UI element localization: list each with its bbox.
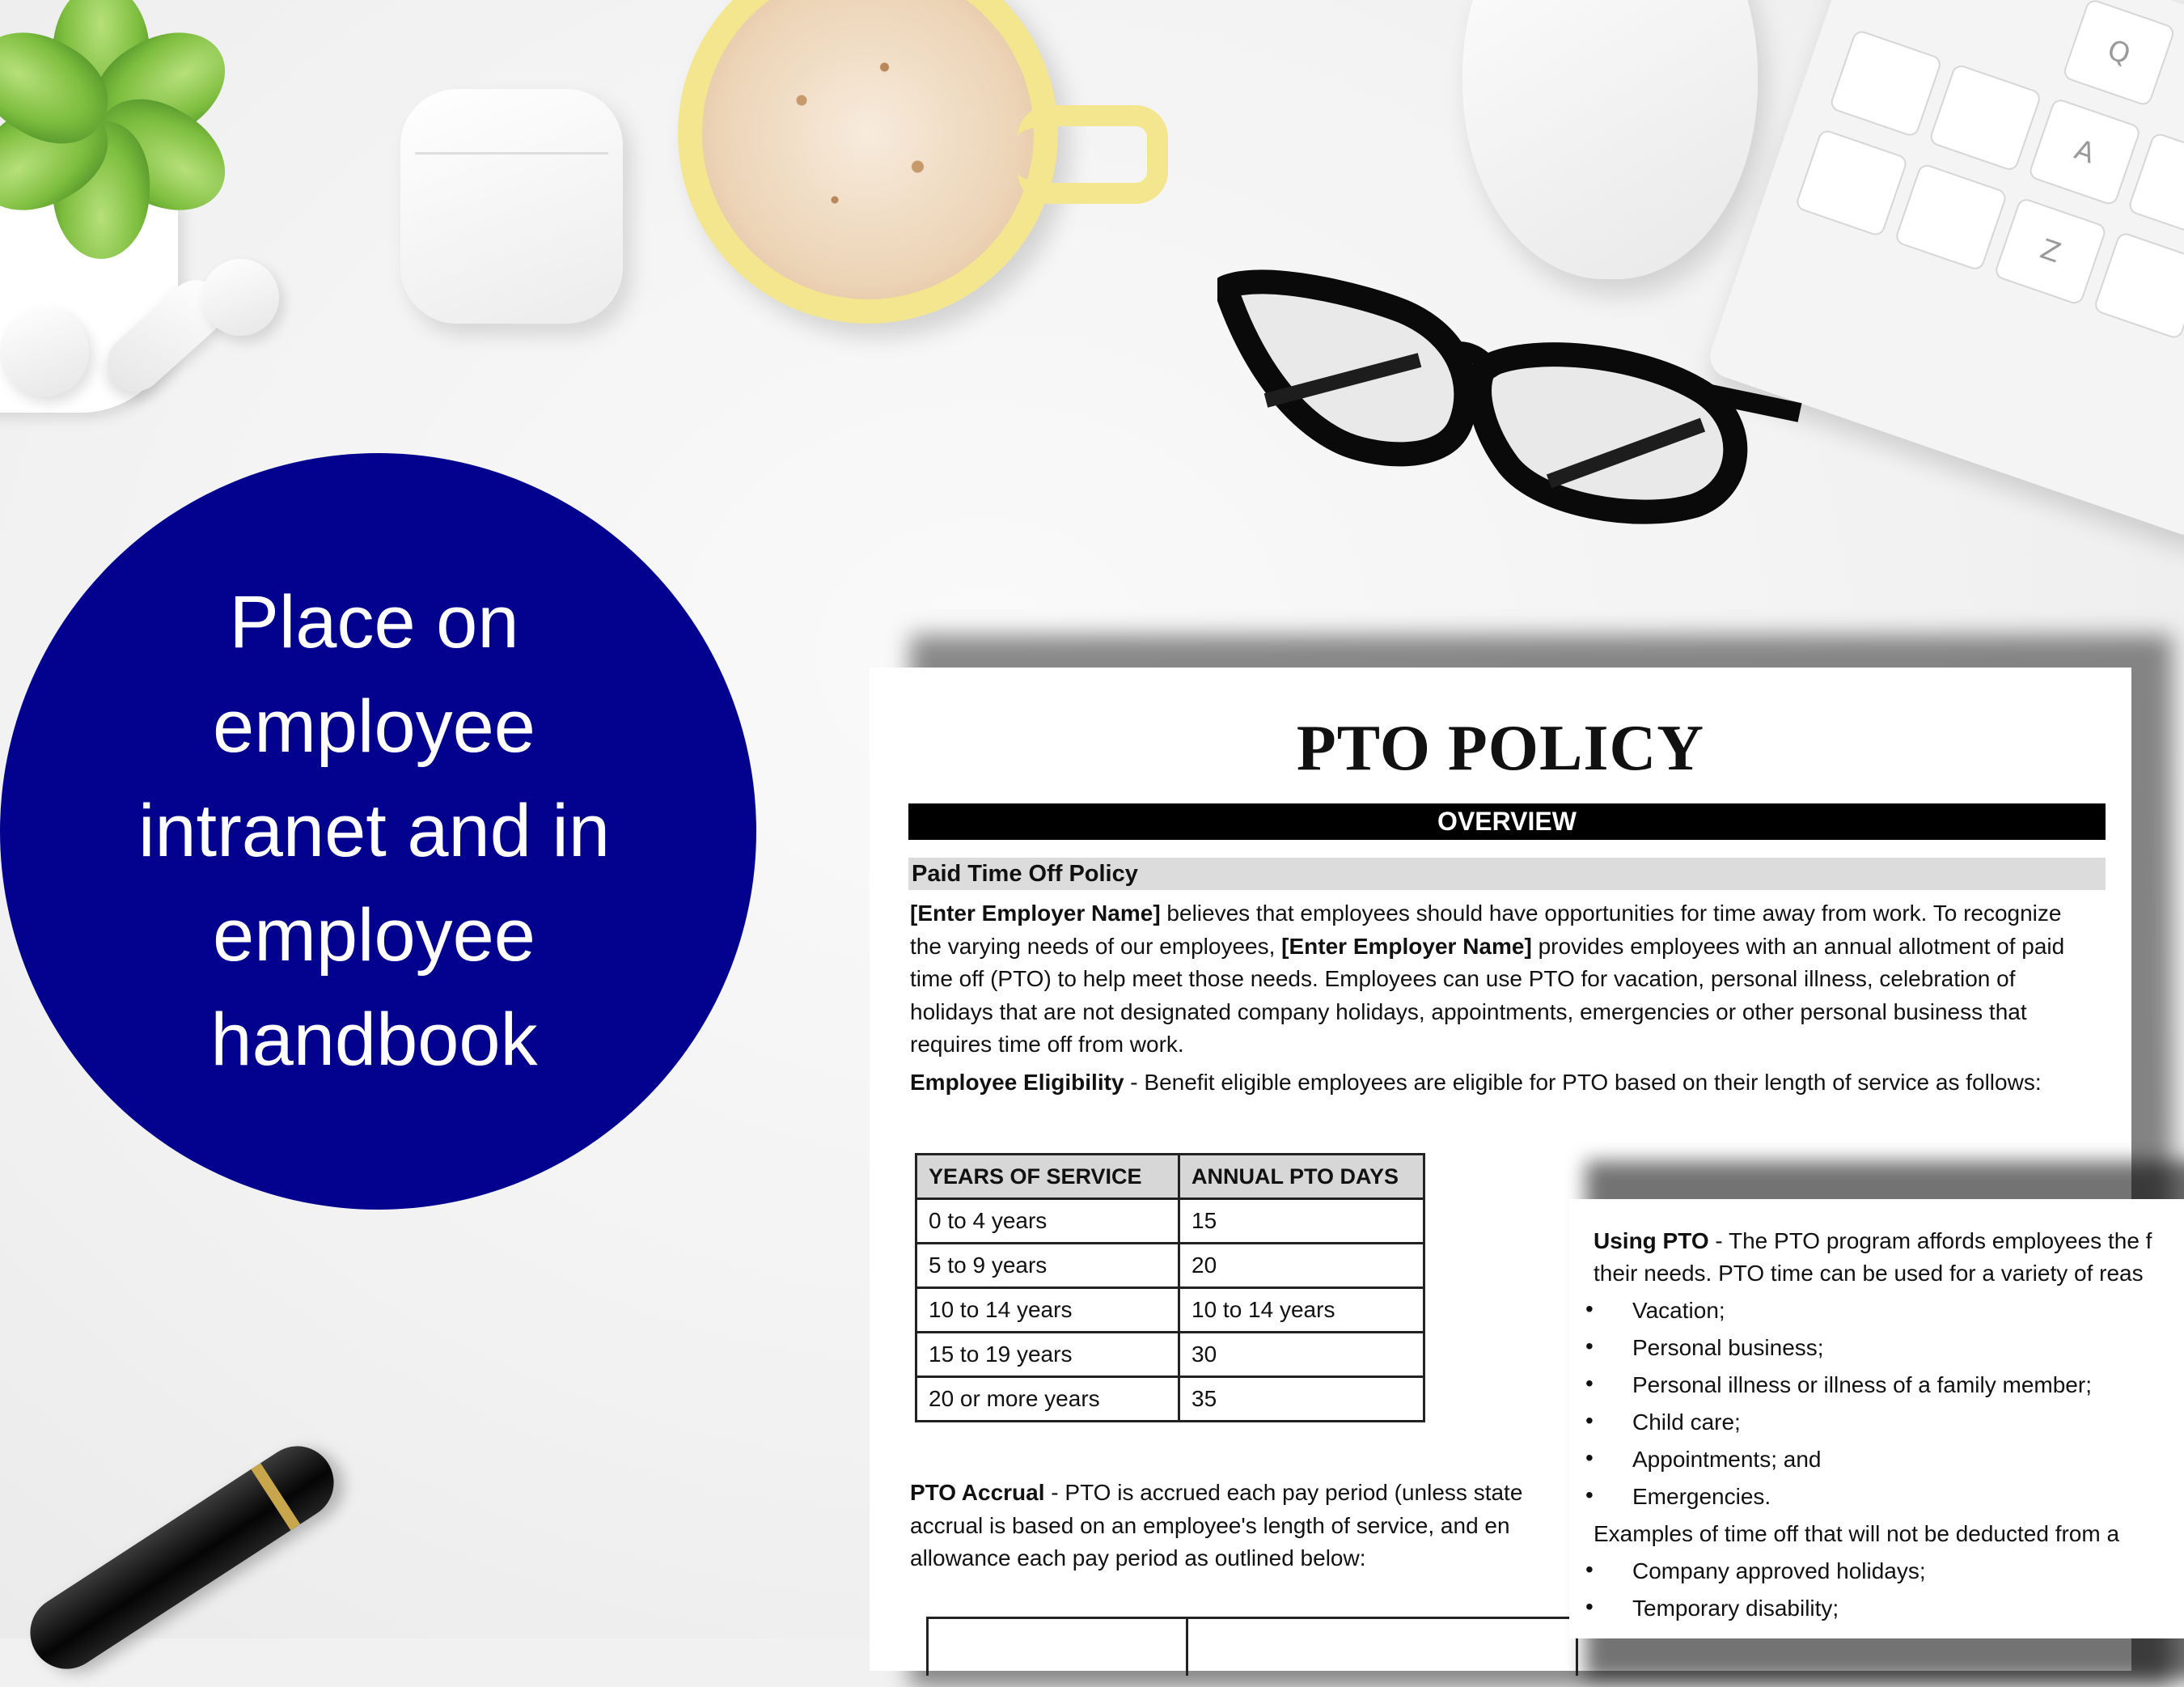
accrual-text: accrual is based on an employee's length of service, and en — [910, 1512, 1510, 1538]
subsection-header: Paid Time Off Policy — [908, 858, 2106, 890]
table-cell: 20 or more years — [916, 1377, 1179, 1422]
table-header-days: ANNUAL PTO DAYS — [1179, 1155, 1424, 1199]
list-item: • Vacation; — [1632, 1298, 1725, 1324]
callout-text: Place on employee intranet and in employee handbook — [138, 581, 611, 1081]
eligibility-label: Employee Eligibility — [910, 1070, 1124, 1095]
table-row — [916, 1288, 1424, 1333]
employer-name-placeholder: [Enter Employer Name] — [1281, 933, 1532, 959]
table-header-row — [916, 1155, 1424, 1199]
list-item: • Appointments; and — [1632, 1447, 1822, 1473]
accrual-label: PTO Accrual — [910, 1480, 1045, 1505]
keyboard-key — [2093, 231, 2184, 340]
callout-circle — [0, 453, 756, 1210]
using-pto-line — [1594, 1228, 2152, 1254]
table-cell: 30 — [1179, 1333, 1424, 1377]
accrual-text: allowance each pay period as outlined below: — [910, 1545, 1366, 1570]
keyboard-key-z: Z — [1993, 197, 2108, 306]
table-cell: 10 to 14 years — [916, 1288, 1179, 1333]
list-item: • Temporary disability; — [1632, 1596, 1839, 1621]
examples-line: Examples of time off that will not be deducted from a — [1594, 1521, 2120, 1546]
keyboard-key — [1829, 28, 1944, 138]
list-item: • Emergencies. — [1632, 1484, 1771, 1510]
intro-text: believes that employees should have opportunities for time away from work. To recognize the varying needs of our employees, — [910, 901, 2062, 959]
succulent-plant-icon — [0, 0, 235, 235]
table-cell: 35 — [1179, 1377, 1424, 1422]
keyboard-key — [1928, 63, 2042, 172]
table-cell: 15 — [1179, 1199, 1424, 1244]
table-cell: 20 — [1179, 1244, 1424, 1288]
glasses-icon — [1217, 263, 1808, 530]
table-header-years: YEARS OF SERVICE — [916, 1155, 1179, 1199]
table-cell: 10 to 14 years — [1179, 1288, 1424, 1333]
pto-policy-page-2 — [1569, 1199, 2184, 1638]
table-row — [916, 1333, 1424, 1377]
list-item: • Personal illness or illness of a family member; — [1632, 1372, 2092, 1398]
table-cell: 0 to 4 years — [916, 1199, 1179, 1244]
accrual-text: - PTO is accrued each pay period (unless state — [1044, 1480, 1523, 1505]
document-title: PTO POLICY — [1296, 713, 1705, 784]
keyboard-key — [1794, 128, 1909, 237]
accrual-table-partial — [926, 1617, 1578, 1676]
table-cell: 15 to 19 years — [916, 1333, 1179, 1377]
keyboard-key — [2127, 131, 2184, 240]
keyboard-key-q: Q — [2062, 0, 2177, 108]
pto-days-table — [915, 1153, 1425, 1422]
list-item: • Company approved holidays; — [1632, 1558, 1926, 1584]
section-header-overview: OVERVIEW — [908, 803, 2106, 840]
table-row — [916, 1199, 1424, 1244]
table-row — [916, 1244, 1424, 1288]
list-item: • Personal business; — [1632, 1335, 1824, 1361]
earbud-icon — [0, 307, 89, 396]
keyboard-key — [1894, 163, 2008, 272]
list-item: • Child care; — [1632, 1409, 1741, 1435]
keyboard-key-a: A — [2027, 97, 2142, 206]
earbuds-case-icon — [400, 89, 623, 324]
earbud-head-icon — [202, 259, 279, 336]
intro-paragraph — [910, 897, 2099, 1062]
eligibility-paragraph — [910, 1066, 2099, 1100]
using-pto-label: Using PTO — [1594, 1228, 1709, 1253]
intro-text: provides employees with an annual allotment of paid time off (PTO) to help meet those needs. Employees can use PTO for vacation, personal illness, celebration of holidays that are not designated company holidays, appointments, emergencies or other personal business that requires time off from work. — [910, 933, 2065, 1057]
accrual-paragraph — [910, 1477, 1598, 1582]
eligibility-text: - Benefit eligible employees are eligible for PTO based on their length of service as follows: — [1124, 1070, 2042, 1095]
employer-name-placeholder: [Enter Employer Name] — [910, 901, 1161, 926]
using-pto-text: their needs. PTO time can be used for a variety of reas — [1594, 1261, 2144, 1286]
table-cell: 5 to 9 years — [916, 1244, 1179, 1288]
using-pto-text: - The PTO program affords employees the f — [1708, 1228, 2152, 1253]
table-row — [916, 1377, 1424, 1422]
